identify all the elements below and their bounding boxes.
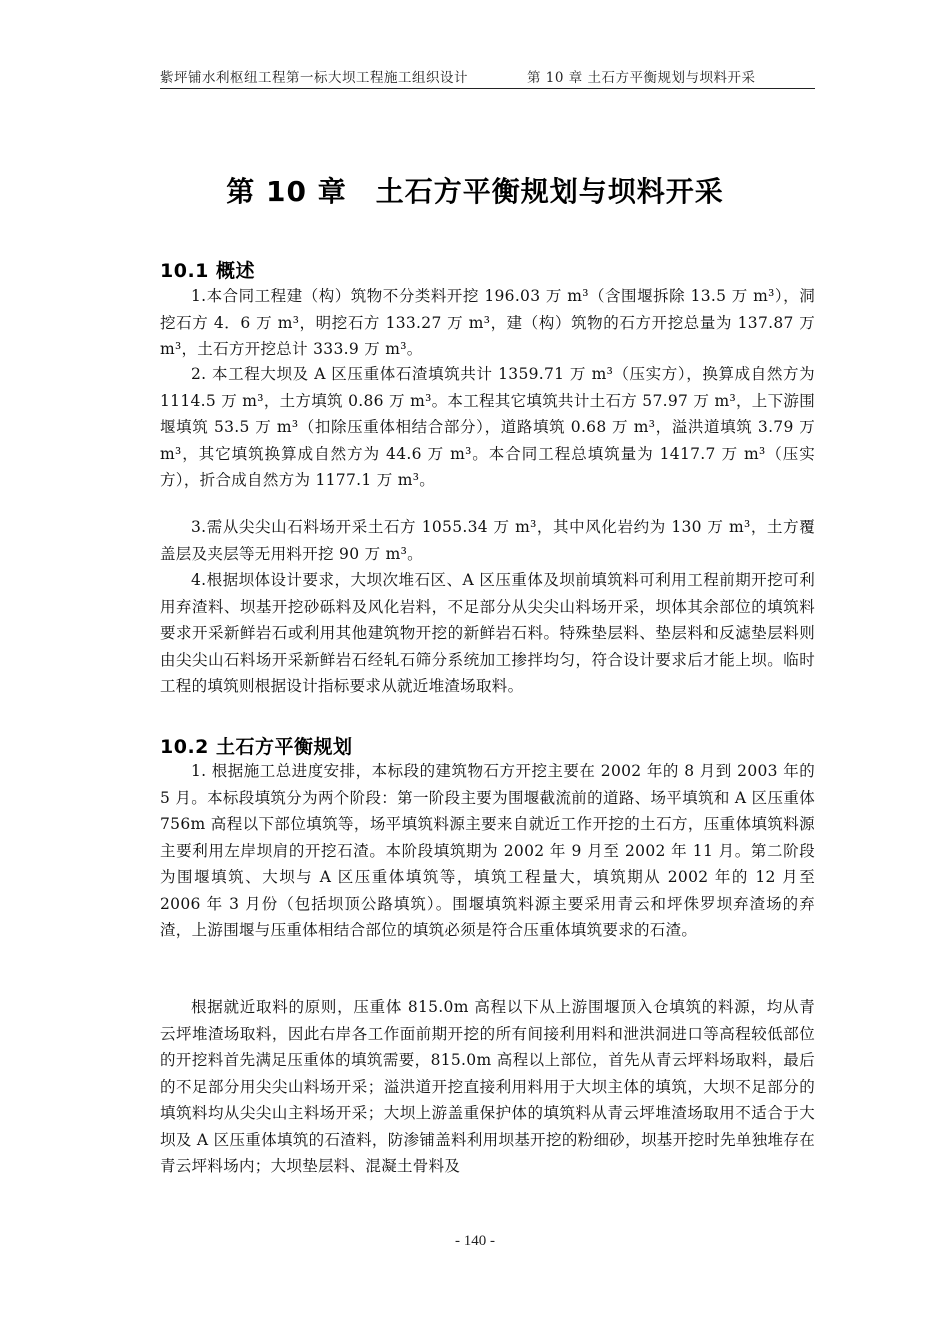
paragraph-10-1-1: 1.本合同工程建（构）筑物不分类料开挖 196.03 万 m³（含围堰拆除 13.5 万 m³），洞挖石方 4．6 万 m³，明挖石方 133.27 万 m³，建（构）筑物的石方开挖总量为 137.87 万 m³，土石方开挖总计 333.9 万 m³。 xyxy=(160,287,815,358)
page-number: - 140 - xyxy=(455,1233,495,1249)
section-heading-10-1: 10.1 概述 xyxy=(160,260,255,282)
section-heading-10-2: 10.2 土石方平衡规划 xyxy=(160,736,353,758)
page-header xyxy=(160,64,815,89)
paragraph-10-2-2: 根据就近取料的原则，压重体 815.0m 高程以下从上游围堰顶入仓填筑的料源，均从青云坪堆渣场取料，因此右岸各工作面前期开挖的所有间接利用料和泄洪洞进口等高程较低部位的开挖料首先满足压重体的填筑需要，815.0m 高程以上部位，首先从青云坪料场取料，最后的不足部分用尖尖山料场开采；溢洪道开挖直接利用料用于大坝主体的填筑，大坝不足部分的填筑料均从尖尖山主料场开采；大坝上游盖重保护体的填筑料从青云坪堆渣场取用不适合于大坝及 A 区压重体填筑的石渣料，防渗铺盖料利用坝基开挖的粉细砂，坝基开挖时先单独堆存在青云坪料场内；大坝垫层料、混凝土骨料及 xyxy=(160,998,815,1175)
header-document-title: 紫坪铺水利枢纽工程第一标大坝工程施工组织设计 xyxy=(160,70,468,86)
header-chapter-title: 第 10 章 土石方平衡规划与坝料开采 xyxy=(527,70,756,86)
paragraph-10-1-3: 3.需从尖尖山石料场开采土石方 1055.34 万 m³，其中风化岩约为 130 万 m³，土方覆盖层及夹层等无用料开挖 90 万 m³。 xyxy=(160,518,815,563)
paragraph-10-1-4: 4.根据坝体设计要求，大坝次堆石区、A 区压重体及坝前填筑料可利用工程前期开挖可利用弃渣料、坝基开挖砂砾料及风化岩料，不足部分从尖尖山料场开采，坝体其余部位的填筑料要求开采新鲜岩石或利用其他建筑物开挖的新鲜岩石料。特殊垫层料、垫层料和反滤垫层料则由尖尖山石料场开采新鲜岩石经轧石筛分系统加工掺拌均匀，符合设计要求后才能上坝。临时工程的填筑则根据设计指标要求从就近堆渣场取料。 xyxy=(160,571,815,695)
paragraph-10-2-1: 1. 根据施工总进度安排，本标段的建筑物石方开挖主要在 2002 年的 8 月到 2003 年的 5 月。本标段填筑分为两个阶段：第一阶段主要为围堰截流前的道路、场平填筑和 A 区压重体 756m 高程以下部位填筑等，场平填筑料源主要来自就近工作开挖的土石方，压重体填筑料源主要利用左岸坝肩的开挖石渣。本阶段填筑期为 2002 年 9 月至 2002 年 11 月。第二阶段为围堰填筑、大坝与 A 区压重体填筑等，填筑工程量大，填筑期从 2002 年的 12 月至 2006 年 3 月份（包括坝顶公路填筑）。围堰填筑料源主要采用青云和坪侏罗坝弃渣场的弃渣，上游围堰与压重体相结合部位的填筑必须是符合压重体填筑要求的石渣。 xyxy=(160,762,815,939)
paragraph-10-1-2: 2. 本工程大坝及 A 区压重体石渣填筑共计 1359.71 万 m³（压实方），换算成自然方为 1114.5 万 m³，土方填筑 0.86 万 m³。本工程其它填筑共计土石方 57.97 万 m³，上下游围堰填筑 53.5 万 m³（扣除压重体相结合部分），道路填筑 0.68 万 m³，溢洪道填筑 3.79 万 m³，其它填筑换算成自然方为 44.6 万 m³。本合同工程总填筑量为 1417.7 万 m³（压实方），折合成自然方为 1177.1 万 m³。 xyxy=(160,365,815,489)
chapter-title: 第 10 章 土石方平衡规划与坝料开采 xyxy=(226,175,724,208)
